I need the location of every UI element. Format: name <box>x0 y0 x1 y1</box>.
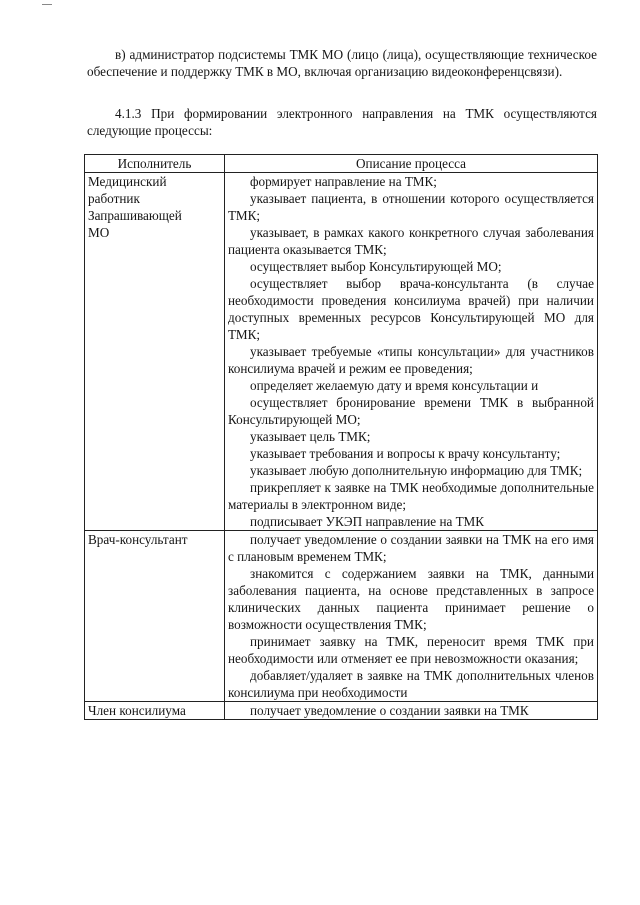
process-step: осуществляет бронирование времени ТМК в выбранной Консультирующей МО; <box>228 395 594 427</box>
header-executor: Исполнитель <box>85 155 225 173</box>
description-cell <box>225 173 598 531</box>
process-step: указывает требования и вопросы к врачу консультанту; <box>250 446 561 461</box>
executor-cell <box>85 702 225 720</box>
process-step: осуществляет выбор врача-консультанта (в случае необходимости проведения консилиума врачей) при наличии доступных временных ресурсов Консультирующей МО для ТМК; <box>228 276 594 342</box>
process-table <box>84 154 598 720</box>
process-step: определяет желаемую дату и время консультации и <box>250 378 539 393</box>
process-step: получает уведомление о создании заявки на ТМК <box>250 703 529 718</box>
table-row <box>85 531 598 702</box>
executor-cell <box>85 173 225 531</box>
process-step: принимает заявку на ТМК, переносит время ТМК при необходимости или отменяет ее при невозможности оказания; <box>228 634 594 666</box>
process-step: указывает цель ТМК; <box>250 429 371 444</box>
description-cell <box>225 702 598 720</box>
executor-name-line: Член консилиума <box>88 703 186 718</box>
process-step: указывает любую дополнительную информацию для ТМК; <box>250 463 583 478</box>
process-step: осуществляет выбор Консультирующей МО; <box>250 259 502 274</box>
process-step: указывает пациента, в отношении которого осуществляется ТМК; <box>228 191 594 223</box>
description-cell <box>225 531 598 702</box>
executor-name-line: Запрашивающей <box>88 208 182 223</box>
table-body <box>85 173 598 720</box>
executor-name-line: Врач-консультант <box>88 532 188 547</box>
executor-name-line: работник <box>88 191 140 206</box>
table-header-row <box>85 155 598 173</box>
table-row <box>85 173 598 531</box>
executor-cell <box>85 531 225 702</box>
process-step: подписывает УКЭП направление на ТМК <box>250 514 485 529</box>
process-step: добавляет/удаляет в заявке на ТМК дополнительных членов консилиума при необходимости <box>228 668 594 700</box>
process-step: указывает, в рамках какого конкретного случая заболевания пациента оказывается ТМК; <box>228 225 594 257</box>
table-row <box>85 702 598 720</box>
executor-name-line: Медицинский <box>88 174 167 189</box>
scan-mark <box>42 4 52 5</box>
process-step: получает уведомление о создании заявки на ТМК на его имя с плановым временем ТМК; <box>228 532 594 564</box>
executor-name-line: МО <box>88 225 110 240</box>
paragraph-administrator: в) администратор подсистемы ТМК МО (лицо (лица), осуществляющие техническое обеспечение и поддержку ТМК в МО, включая организацию видеоконференцсвязи). <box>87 47 597 79</box>
process-step: формирует направление на ТМК; <box>250 174 437 189</box>
header-description: Описание процесса <box>225 155 598 173</box>
process-step: указывает требуемые «типы консультации» для участников консилиума врачей и режим ее проведения; <box>228 344 594 376</box>
process-step: знакомится с содержанием заявки на ТМК, данными заболевания пациента, на основе представленных в запросе клинических данных пациента принимает решение о возможности осуществления ТМК; <box>228 566 594 632</box>
process-step: прикрепляет к заявке на ТМК необходимые дополнительные материалы в электронном виде; <box>228 480 594 512</box>
paragraph-section-4-1-3: 4.1.3 При формировании электронного направления на ТМК осуществляются следующие процессы: <box>87 106 597 138</box>
